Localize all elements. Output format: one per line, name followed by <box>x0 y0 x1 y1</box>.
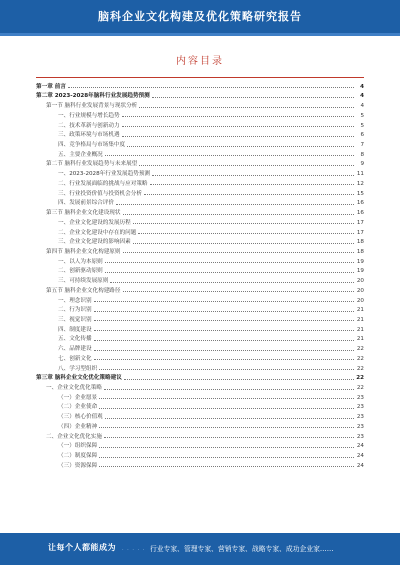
header-stripe <box>0 33 400 36</box>
toc-entry-page: 23 <box>356 433 364 440</box>
toc-entry-page: 15 <box>356 190 364 197</box>
toc-leader-dots <box>122 136 354 137</box>
toc-entry-page: 23 <box>356 423 364 430</box>
toc-entry[interactable] <box>36 323 364 333</box>
toc-entry[interactable] <box>36 187 364 197</box>
toc-entry[interactable] <box>36 372 364 382</box>
toc-entry-title: （二）企业使命 <box>58 404 98 411</box>
toc-entry-title: 第一章 前言 <box>36 83 66 90</box>
toc-entry-page: 23 <box>356 394 364 401</box>
footer-slogan: 让每个人都能成为 <box>48 543 116 552</box>
toc-entry[interactable] <box>36 236 364 246</box>
toc-entry[interactable] <box>36 274 364 284</box>
toc-entry[interactable] <box>36 138 364 148</box>
toc-leader-dots <box>105 272 354 273</box>
toc-entry-page: 20 <box>356 287 364 294</box>
toc-entry-page: 12 <box>356 180 364 187</box>
toc-entry[interactable] <box>36 459 364 469</box>
toc-entry[interactable] <box>36 226 364 236</box>
toc-leader-dots <box>110 282 354 283</box>
toc-entry[interactable] <box>36 206 364 216</box>
toc-leader-dots <box>139 165 354 166</box>
toc-leader-dots <box>94 340 354 341</box>
toc-entry-title: 七、创新文化 <box>58 355 92 362</box>
toc-leader-dots <box>94 320 354 321</box>
toc-entry-title: 五、主要企业概况 <box>58 151 103 158</box>
toc-entry[interactable] <box>36 158 364 168</box>
toc-entry-page: 20 <box>356 297 364 304</box>
toc-entry[interactable] <box>36 294 364 304</box>
toc-leader-dots <box>122 126 354 127</box>
toc-entry-page: 9 <box>360 161 364 168</box>
toc-entry-title: （一）组织保障 <box>58 443 98 450</box>
report-title: 脑科企业文化构建及优化策略研究报告 <box>98 10 302 23</box>
toc-entry-title: 二、行业发展面临的挑战与应对策略 <box>58 180 148 187</box>
toc-entry-page: 24 <box>356 462 364 469</box>
toc-entry-title: 第二章 2023-2028年脑科行业发展趋势预测 <box>36 93 150 100</box>
toc-entry-page: 16 <box>356 210 364 217</box>
toc-entry[interactable] <box>36 177 364 187</box>
toc-entry-page: 21 <box>356 326 364 333</box>
toc-leader-dots <box>139 107 354 108</box>
footer-tagline: 行业专家、管理专家、营销专家、战略专家、成功企业家…… <box>150 545 334 553</box>
toc-leader-dots <box>133 223 354 224</box>
toc-leader-dots <box>133 243 354 244</box>
toc-entry[interactable] <box>36 216 364 226</box>
toc-entry[interactable] <box>36 333 364 343</box>
toc-entry-page: 22 <box>356 346 364 353</box>
toc-entry[interactable] <box>36 410 364 420</box>
toc-leader-dots <box>94 330 354 331</box>
toc-entry-title: 一、企业文化建设的发展历程 <box>58 219 131 226</box>
toc-entry-title: 一、行业规模与增长趋势 <box>58 112 120 119</box>
toc-entry-page: 21 <box>356 316 364 323</box>
toc-entry-title: 二、企业文化建设中存在的问题 <box>58 229 137 236</box>
toc-entry-page: 7 <box>360 142 364 149</box>
toc-entry-title: 第三章 脑科企业文化优化策略建议 <box>36 375 122 382</box>
toc-entry-title: 第二节 脑科行业发展趋势与未来展望 <box>46 161 138 168</box>
toc-entry-page: 19 <box>356 258 364 265</box>
toc-entry-page: 22 <box>356 385 364 391</box>
toc-entry-title: 第五节 脑科企业文化构建路径 <box>46 287 121 294</box>
toc-entry-page: 17 <box>356 219 364 226</box>
toc-leader-dots <box>99 369 354 370</box>
toc-entry-title: 二、技术革新与创新动力 <box>58 122 120 129</box>
toc-leader-dots <box>144 194 354 195</box>
toc-entry-title: 一、理念识别 <box>58 297 92 304</box>
toc-entry[interactable] <box>36 342 364 352</box>
toc-entry-page: 18 <box>356 239 364 246</box>
toc-entry[interactable] <box>36 381 364 391</box>
toc-entry[interactable] <box>36 391 364 401</box>
toc-entry[interactable] <box>36 401 364 411</box>
toc-entry-title: 一、企业文化优化策略 <box>46 385 102 391</box>
toc-leader-dots <box>99 466 354 467</box>
toc-entry-page: 11 <box>356 171 364 178</box>
toc-entry-page: 20 <box>356 278 364 285</box>
toc-entry-page: 24 <box>356 453 364 460</box>
toc-entry[interactable] <box>36 245 364 255</box>
toc-leader-dots <box>99 427 354 428</box>
toc-entry[interactable] <box>36 304 364 314</box>
toc-leader-dots <box>99 457 354 458</box>
toc-entry-title: 三、企业文化建设的影响因素 <box>58 239 131 246</box>
toc-entry[interactable] <box>36 90 364 100</box>
toc-entry[interactable] <box>36 197 364 207</box>
toc-entry-title: 二、行为识别 <box>58 307 92 314</box>
footer-separator: · · · · · <box>122 547 146 553</box>
toc-entry-page: 19 <box>356 268 364 275</box>
toc-entry-page: 17 <box>356 229 364 236</box>
toc-entry-page: 22 <box>356 355 364 362</box>
toc-entry-title: 五、文化传播 <box>58 336 92 343</box>
toc-entry[interactable] <box>36 449 364 459</box>
toc-entry-title: 一、以人为本原则 <box>58 258 103 265</box>
toc-leader-dots <box>105 155 354 156</box>
toc-leader-dots <box>68 87 354 88</box>
toc-entry-title: 二、创新驱动原则 <box>58 268 103 275</box>
toc-entry[interactable] <box>36 167 364 177</box>
toc-divider <box>36 77 364 78</box>
toc-leader-dots <box>123 214 355 215</box>
toc-entry-page: 8 <box>360 151 364 158</box>
toc-leader-dots <box>104 389 354 390</box>
toc-entry-page: 23 <box>356 414 364 421</box>
toc-entry-page: 5 <box>360 112 364 119</box>
toc-entry-page: 4 <box>360 93 364 100</box>
toc-leader-dots <box>123 252 355 253</box>
toc-leader-dots <box>122 116 354 117</box>
toc-leader-dots <box>116 204 354 205</box>
toc-entry-page: 22 <box>356 365 364 372</box>
toc-leader-dots <box>104 437 354 438</box>
toc-entry-title: （四）企业精神 <box>58 423 98 430</box>
toc-entry-page: 21 <box>356 336 364 343</box>
toc-entry-page: 16 <box>356 200 364 207</box>
toc-entry[interactable] <box>36 119 364 129</box>
toc-entry[interactable] <box>36 148 364 158</box>
toc-entry[interactable] <box>36 313 364 323</box>
toc-entry[interactable] <box>36 430 364 440</box>
toc-entry-title: 四、制度建设 <box>58 326 92 333</box>
toc-entry-title: 三、可持续发展原则 <box>58 278 109 285</box>
toc-entry[interactable] <box>36 362 364 372</box>
toc-entry-title: 第四节 脑科企业文化构建原则 <box>46 248 121 255</box>
toc-entry-title: 第三节 脑科企业文化建设现状 <box>46 210 121 217</box>
toc-entry-title: （三）资源保障 <box>58 462 98 469</box>
toc-entry[interactable] <box>36 352 364 362</box>
toc-leader-dots <box>94 359 354 360</box>
toc-entry-page: 21 <box>356 307 364 314</box>
toc-entry-page: 6 <box>360 132 364 139</box>
toc-entry[interactable] <box>36 420 364 430</box>
toc-entry-title: 三、政策环境与市场机遇 <box>58 132 120 139</box>
toc-entry-page: 4 <box>360 103 364 110</box>
toc-leader-dots <box>94 311 354 312</box>
toc-entry-title: 三、视觉识别 <box>58 316 92 323</box>
toc-leader-dots <box>152 175 354 176</box>
toc-entry-title: （一）企业愿景 <box>58 394 98 401</box>
toc-entry-page: 22 <box>356 375 364 382</box>
page-header <box>0 0 400 36</box>
toc-leader-dots <box>123 291 355 292</box>
toc-entry-title: 四、发展前景综合评价 <box>58 200 114 207</box>
toc-leader-dots <box>99 398 354 399</box>
toc-entry[interactable] <box>36 109 364 119</box>
toc-entry-title: 四、竞争格局与市场集中度 <box>58 142 126 149</box>
toc-entry[interactable] <box>36 265 364 275</box>
toc-entry[interactable] <box>36 99 364 109</box>
toc-entry-title: 一、2023-2028年行业发展趋势预测 <box>58 171 151 178</box>
toc-entry-title: 八、学习型组织 <box>58 365 98 372</box>
toc-heading: 内容目录 <box>176 56 224 67</box>
toc-entry[interactable] <box>36 255 364 265</box>
toc-entry-page: 18 <box>356 248 364 255</box>
toc-entry-page: 4 <box>360 83 364 90</box>
toc-entry-title: 二、企业文化优化实施 <box>46 433 102 440</box>
toc-entry-page: 5 <box>360 122 364 129</box>
toc-leader-dots <box>138 233 354 234</box>
toc-leader-dots <box>99 408 354 409</box>
toc-entry-title: 第一节 脑科行业发展背景与现状分析 <box>46 103 138 110</box>
toc-entry-title: 三、行业投资价值与投资机会分析 <box>58 190 142 197</box>
toc-leader-dots <box>127 146 354 147</box>
toc-leader-dots <box>124 379 354 380</box>
toc-entry-title: （三）核心价值观 <box>58 414 103 421</box>
toc-entry-page: 24 <box>356 443 364 450</box>
toc-entry-page: 23 <box>356 404 364 411</box>
toc-entry[interactable] <box>36 440 364 450</box>
toc-leader-dots <box>99 447 354 448</box>
toc-leader-dots <box>94 301 354 302</box>
table-of-contents <box>36 80 364 469</box>
toc-leader-dots <box>105 418 354 419</box>
toc-entry-title: 六、品牌建设 <box>58 346 92 353</box>
toc-leader-dots <box>105 262 354 263</box>
page-footer <box>0 533 400 565</box>
toc-leader-dots <box>94 350 354 351</box>
toc-entry-title: （二）制度保障 <box>58 453 98 460</box>
toc-entry[interactable] <box>36 284 364 294</box>
toc-entry[interactable] <box>36 129 364 139</box>
toc-leader-dots <box>152 97 354 98</box>
toc-leader-dots <box>150 184 354 185</box>
toc-entry[interactable] <box>36 80 364 90</box>
